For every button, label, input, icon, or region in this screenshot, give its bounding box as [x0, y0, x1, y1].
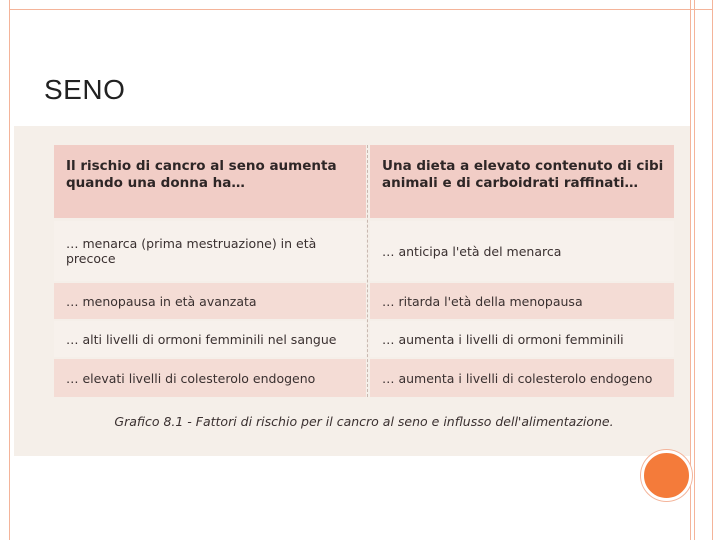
table-cell-left: … menarca (prima mestruazione) in età precoce — [54, 221, 366, 281]
frame-line-right — [694, 0, 695, 540]
table-cell-left: … alti livelli di ormoni femminili nel sangue — [54, 321, 366, 357]
frame-line-right — [712, 0, 713, 540]
slide-title: SENO — [44, 74, 126, 105]
table-cell-right: … anticipa l'età del menarca — [370, 221, 674, 281]
header-cell-left: Il rischio di cancro al seno aumenta quando una donna ha… — [54, 145, 366, 218]
table-row — [54, 283, 674, 319]
table-cell-left: … menopausa in età avanzata — [54, 283, 366, 319]
table-cell-right: … aumenta i livelli di ormoni femminili — [370, 321, 674, 357]
frame-line-left — [9, 0, 10, 540]
table-row — [54, 221, 674, 281]
figure-caption: Grafico 8.1 - Fattori di rischio per il cancro al seno e influsso dell'alimentazione. — [114, 414, 614, 429]
column-divider — [367, 145, 368, 397]
table-cell-right: … aumenta i livelli di colesterolo endogeno — [370, 359, 674, 397]
accent-circle — [641, 450, 692, 501]
table-cell-left: … elevati livelli di colesterolo endogeno — [54, 359, 366, 397]
frame-line-right — [690, 0, 691, 540]
table-row — [54, 321, 674, 357]
table-cell-right: … ritarda l'età della menopausa — [370, 283, 674, 319]
scanned-figure — [14, 126, 690, 456]
table-row — [54, 359, 674, 397]
frame-line-top — [9, 9, 713, 10]
table-header-row — [54, 145, 674, 218]
header-cell-right: Una dieta a elevato contenuto di cibi animali e di carboidrati raffinati… — [370, 145, 674, 218]
